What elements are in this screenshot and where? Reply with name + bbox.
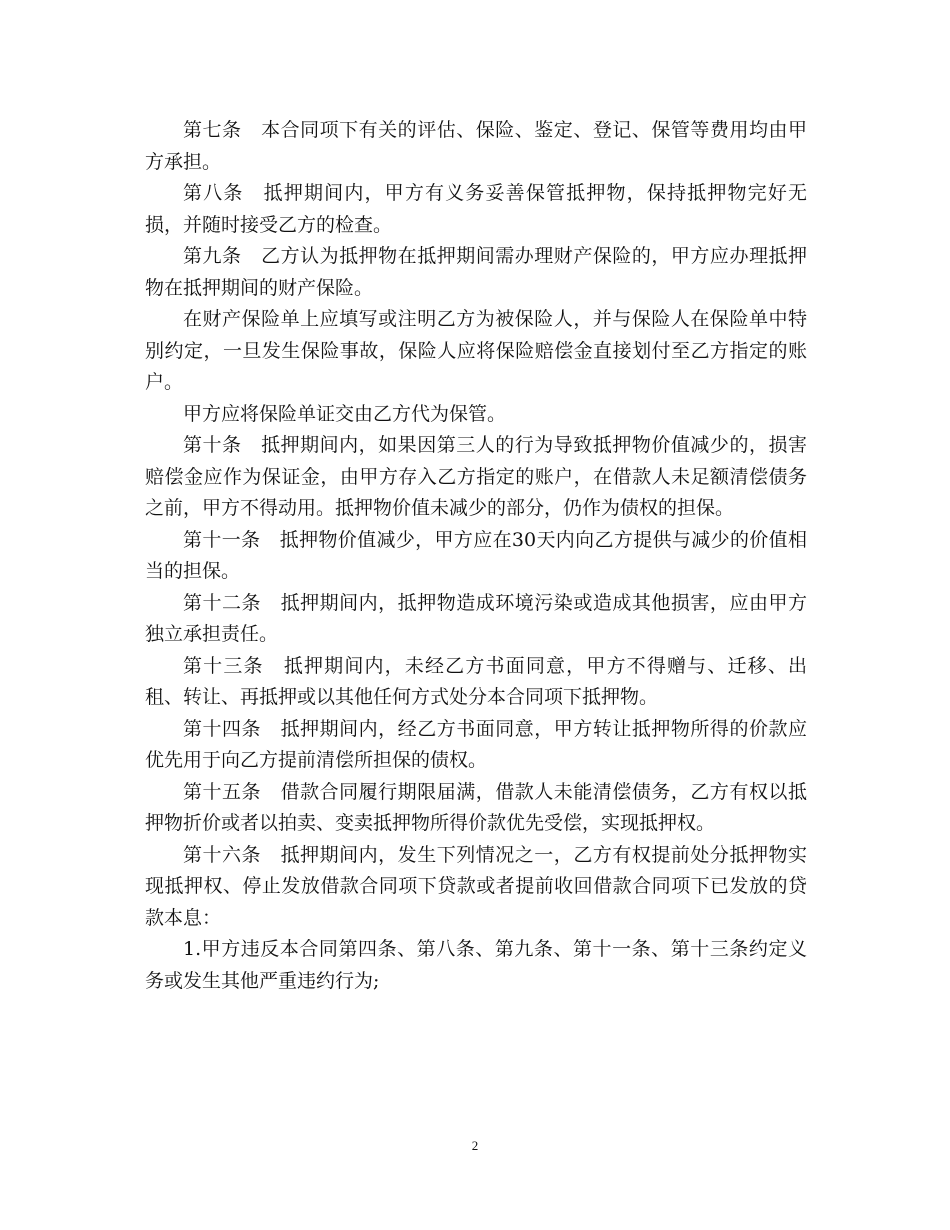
article-16-paragraph: 第十六条 抵押期间内，发生下列情况之一，乙方有权提前处分抵押物实现抵押权、停止发放借款合同项下贷款或者提前收回借款合同项下已发放的贷款本息： (145, 843, 807, 929)
article-11-paragraph: 第十一条 抵押物价值减少，甲方应在30天内向乙方提供与减少的价值相当的担保。 (145, 528, 807, 582)
article-12-paragraph: 第十二条 抵押期间内，抵押物造成环境污染或造成其他损害，应由甲方独立承担责任。 (145, 591, 807, 645)
article-9-paragraph: 第九条 乙方认为抵押物在抵押期间需办理财产保险的，甲方应办理抵押物在抵押期间的财产保险。 (145, 245, 807, 299)
document-body (145, 115, 807, 997)
insurance-custody-paragraph: 甲方应将保险单证交由乙方代为保管。 (183, 402, 507, 425)
insurance-beneficiary-paragraph: 在财产保险单上应填写或注明乙方为被保险人，并与保险人在保险单中特别约定，一旦发生保险事故，保险人应将保险赔偿金直接划付至乙方指定的账户。 (145, 308, 807, 393)
article-8-paragraph: 第八条 抵押期间内，甲方有义务妥善保管抵押物，保持抵押物完好无损，并随时接受乙方的检查。 (145, 182, 807, 236)
page-number: 2 (471, 1138, 479, 1153)
article-13-paragraph: 第十三条 抵押期间内，未经乙方书面同意，甲方不得赠与、迁移、出租、转让、再抵押或以其他任何方式处分本合同项下抵押物。 (145, 654, 807, 708)
article-7-paragraph: 第七条 本合同项下有关的评估、保险、鉴定、登记、保管等费用均由甲方承担。 (145, 119, 807, 173)
article-15-paragraph: 第十五条 借款合同履行期限届满，借款人未能清偿债务，乙方有权以抵押物折价或者以拍卖、变卖抵押物所得价款优先受偿，实现抵押权。 (145, 780, 807, 834)
article-10-paragraph: 第十条 抵押期间内，如果因第三人的行为导致抵押物价值减少的，损害赔偿金应作为保证金，由甲方存入乙方指定的账户，在借款人未足额清偿债务之前，甲方不得动用。抵押物价值未减少的部分，仍作为债权的担保。 (145, 434, 807, 519)
article-14-paragraph: 第十四条 抵押期间内，经乙方书面同意，甲方转让抵押物所得的价款应优先用于向乙方提前清偿所担保的债权。 (145, 717, 807, 771)
article-16-item-1-paragraph: 1.甲方违反本合同第四条、第八条、第九条、第十一条、第十三条约定义务或发生其他严重违约行为; (145, 938, 807, 992)
